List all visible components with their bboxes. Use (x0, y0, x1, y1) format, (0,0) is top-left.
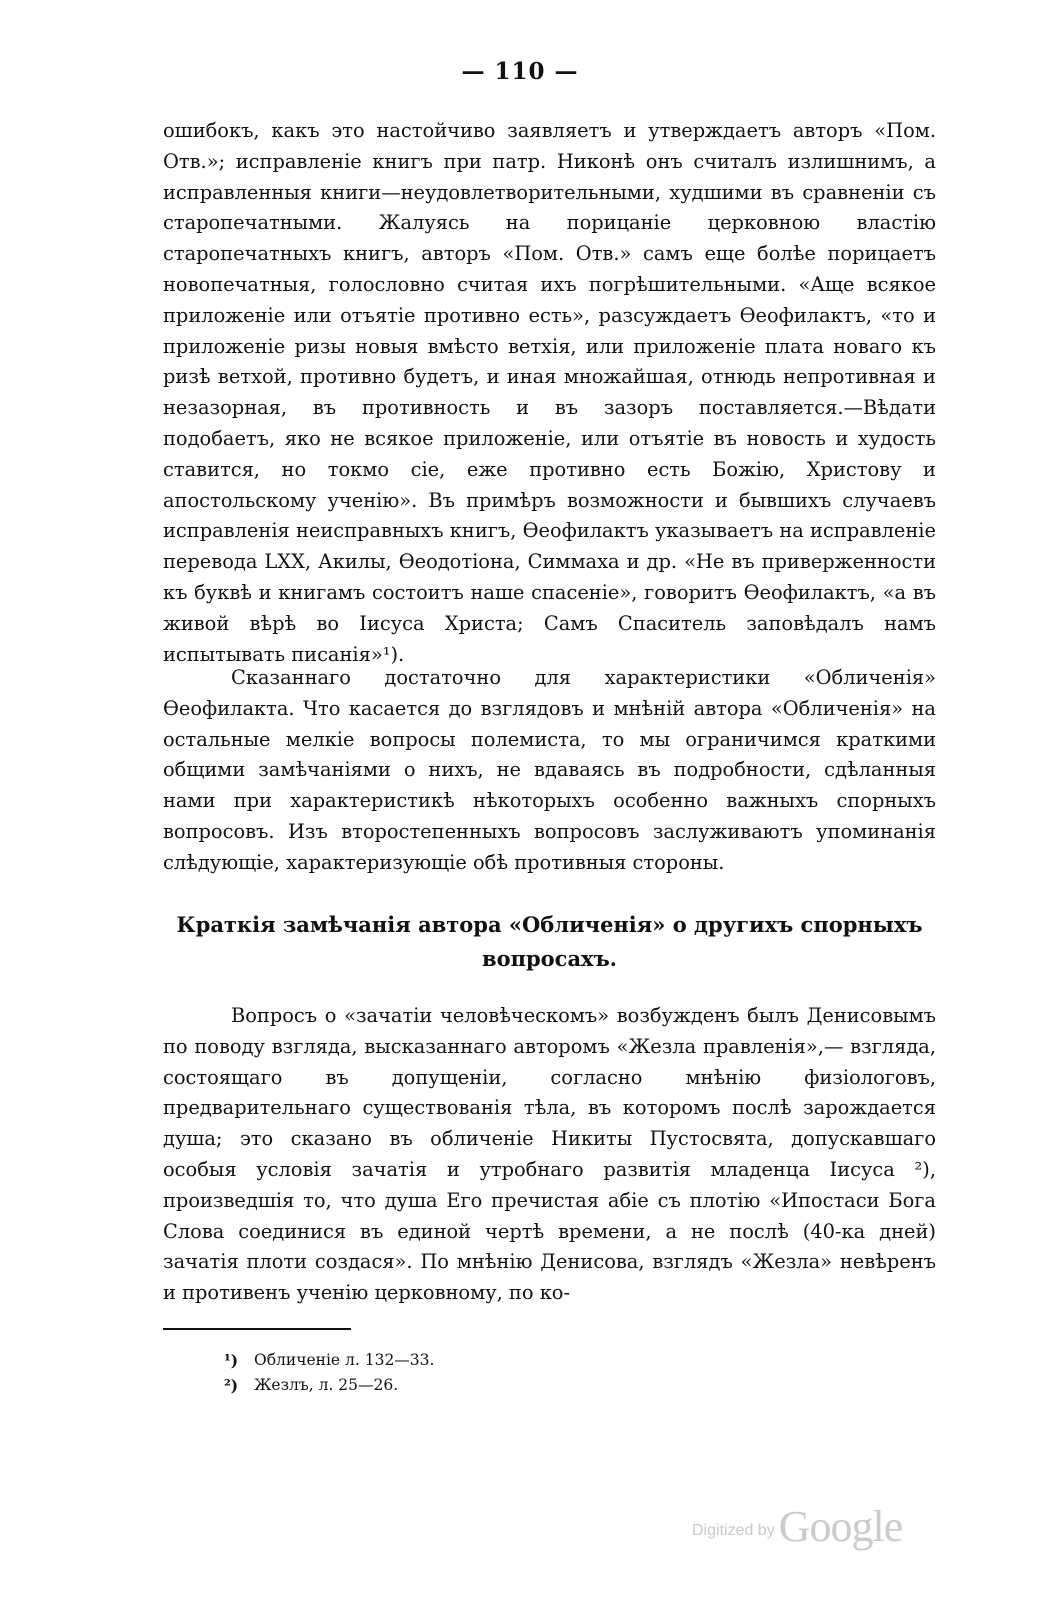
paragraph-3 (163, 1001, 936, 1309)
digitized-watermark (692, 1497, 912, 1549)
paragraph-2 (163, 663, 936, 879)
footnotes (224, 1348, 434, 1398)
paragraph-2-text: Сказаннаго достаточно для характеристики «Обличенія» Ѳеофилакта. Что касается до взглядовъ и мнѣній автора «Обличенія» на остальные мелкіе вопросы полемиста, то мы ограничимся краткими общими замѣчаніями о нихъ, не вдаваясь въ подробности, сдѣланныя нами при характеристикѣ нѣкоторыхъ особенно важныхъ спорныхъ вопросовъ. Изъ второстепенныхъ вопросовъ заслуживаютъ упоминанія слѣдующіе, характеризующіе обѣ противныя стороны. (163, 666, 936, 874)
page-number: — 110 — (461, 58, 579, 85)
paragraph-3-text: Вопросъ о «зачатіи человѣческомъ» возбужденъ былъ Денисовымъ по поводу взгляда, высказаннаго авторомъ «Жезла правленія»,— взгляда, состоящаго въ допущеніи, согласно мнѣнію физіологовъ, предварительнаго существованія тѣла, въ которомъ послѣ зарождается душа; это сказано въ обличеніе Никиты Пустосвята, допускавшаго особыя условія зачатія и утробнаго развитія младенца Іисуса ²), произведшія то, что душа Его пречистая абіе съ плотію «Ипостаси Бога Слова соединися въ единой чертѣ времени, а не послѣ (40-ка дней) зачатія плоти создася». По мнѣнію Денисова, взглядъ «Жезла» невѣренъ и противенъ ученію церковному, по ко- (163, 1004, 936, 1305)
watermark-prefix: Digitized by (692, 1522, 775, 1539)
footnote-divider (163, 1328, 351, 1330)
section-heading (163, 908, 936, 976)
footnote-2-mark: ²) (224, 1376, 239, 1395)
section-heading-line-2: вопросахъ. (482, 946, 617, 971)
footnote-1-text: Обличеніе л. 132—33. (254, 1351, 435, 1369)
section-heading-line-1: Краткія замѣчанія автора «Обличенія» о другихъ спорныхъ (176, 912, 923, 937)
footnote-2-text: Жезлъ, л. 25—26. (254, 1376, 399, 1394)
paragraph-1 (163, 116, 936, 670)
google-logo: Google (778, 1502, 903, 1551)
footnote-1 (224, 1348, 434, 1373)
footnote-1-mark: ¹) (224, 1351, 239, 1370)
paragraph-1-text: ошибокъ, какъ это настойчиво заявляетъ и утверждаетъ авторъ «Пом. Отв.»; исправленіе книгъ при патр. Никонѣ онъ считалъ излишнимъ, а исправленныя книги—неудовлетворительными, худшими въ сравненіи съ старопечатными. Жалуясь на порицаніе церковною властію старопечатныхъ книгъ, авторъ «Пом. Отв.» самъ еще болѣе порицаетъ новопечатныя, голословно считая ихъ погрѣшительными. «Аще всякое приложеніе или отъятіе противно есть», разсуждаетъ Ѳеофилактъ, «то и приложеніе ризы новыя вмѣсто ветхія, или приложеніе плата новаго къ ризѣ ветхой, противно будетъ, и иная множайшая, отнюдь непротивная и незазорная, въ противность и въ зазоръ поставляется.—Вѣдати подобаетъ, яко не всякое приложеніе, или отъятіе въ новость и худость ставится, но токмо сіе, еже противно есть Божію, Христову и апостольскому ученію». Въ примѣръ возможности и бывшихъ случаевъ исправленія неисправныхъ книгъ, Ѳеофилактъ указываетъ на исправленіе перевода LXX, Акилы, Ѳеодотіона, Симмаха и др. «Не въ приверженности къ буквѣ и книгамъ состоитъ наше спасеніе», говоритъ Ѳеофилактъ, «а въ живой вѣрѣ во Іисуса Христа; Самъ Спаситель заповѣдалъ намъ испытывать писанія»¹). (163, 119, 936, 666)
footnote-2 (224, 1373, 434, 1398)
